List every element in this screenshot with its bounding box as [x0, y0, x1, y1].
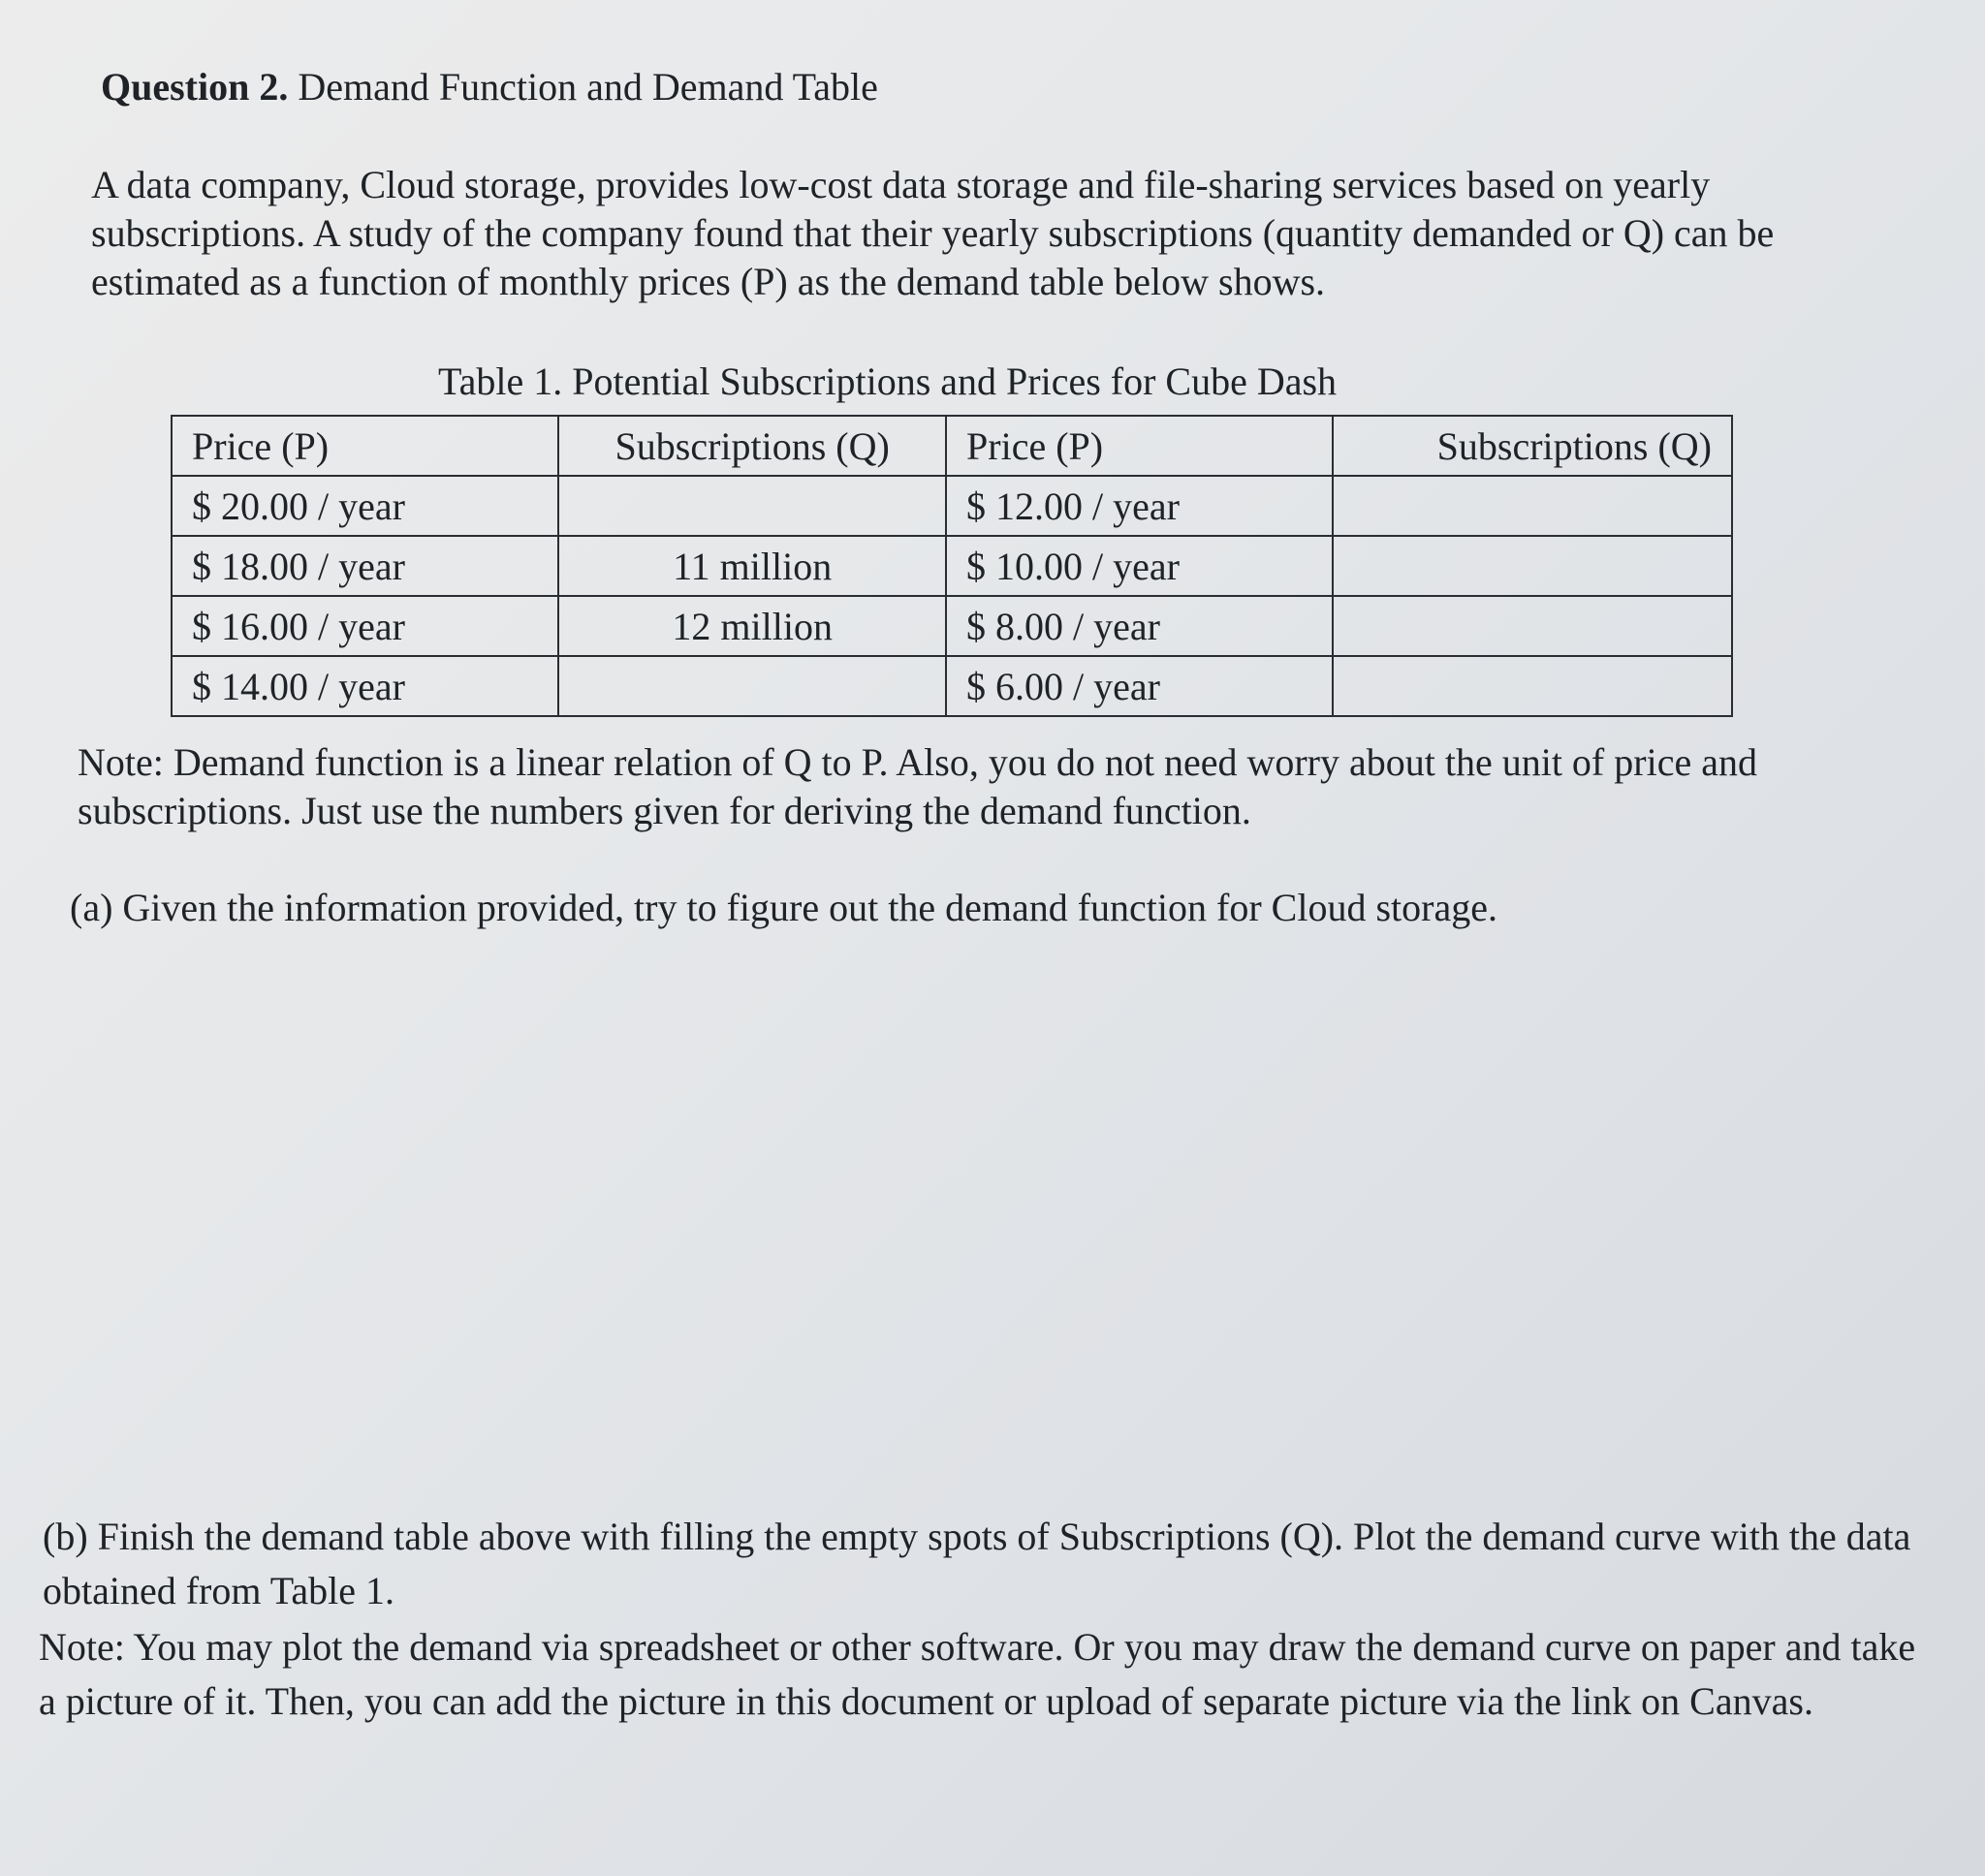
subscriptions-cell: 12 million	[558, 596, 946, 656]
part-a-question: (a) Given the information provided, try to figure out the demand function for Cloud storage.	[70, 886, 1497, 929]
table-row	[172, 476, 1732, 536]
table-caption: Table 1. Potential Subscriptions and Prices for Cube Dash	[438, 360, 1338, 403]
subscriptions-cell	[1333, 596, 1732, 656]
header-price-1: Price (P)	[172, 416, 558, 476]
price-cell: $ 8.00 / year	[946, 596, 1333, 656]
price-cell: $ 14.00 / year	[172, 656, 558, 716]
subscriptions-cell	[1333, 536, 1732, 596]
question-number: Question 2.	[101, 65, 289, 109]
demand-table	[171, 415, 1733, 717]
subscriptions-cell	[558, 656, 946, 716]
subscriptions-cell	[1333, 656, 1732, 716]
table-row	[172, 656, 1732, 716]
plot-note: Note: You may plot the demand via spreadsheet or other software. Or you may draw the demand curve on paper and take a picture of it. Then, you can add the picture in this document or upload of separate picture via the link on Canvas.	[39, 1625, 1916, 1723]
subscriptions-cell: 11 million	[558, 536, 946, 596]
intro-paragraph: A data company, Cloud storage, provides low-cost data storage and file-sharing services based on yearly subscriptions. A study of the company found that their yearly subscriptions (quantity demanded or Q) can be estimated as a function of monthly prices (P) as the demand table below shows.	[91, 163, 1775, 303]
header-subscriptions-1: Subscriptions (Q)	[558, 416, 946, 476]
price-cell: $ 20.00 / year	[172, 476, 558, 536]
table-header-row	[172, 416, 1732, 476]
table-row	[172, 536, 1732, 596]
header-subscriptions-2: Subscriptions (Q)	[1333, 416, 1732, 476]
part-b-question: (b) Finish the demand table above with filling the empty spots of Subscriptions (Q). Plot the demand curve with the data obtained from Table 1.	[43, 1515, 1911, 1612]
price-cell: $ 10.00 / year	[946, 536, 1333, 596]
subscriptions-cell	[558, 476, 946, 536]
question-heading: Demand Function and Demand Table	[298, 65, 878, 109]
price-cell: $ 6.00 / year	[946, 656, 1333, 716]
header-price-2: Price (P)	[946, 416, 1333, 476]
table-row	[172, 596, 1732, 656]
price-cell: $ 12.00 / year	[946, 476, 1333, 536]
price-cell: $ 18.00 / year	[172, 536, 558, 596]
price-cell: $ 16.00 / year	[172, 596, 558, 656]
question-title	[101, 64, 878, 110]
demand-note: Note: Demand function is a linear relation of Q to P. Also, you do not need worry about the unit of price and subscriptions. Just use the numbers given for deriving the demand function.	[78, 740, 1757, 832]
subscriptions-cell	[1333, 476, 1732, 536]
